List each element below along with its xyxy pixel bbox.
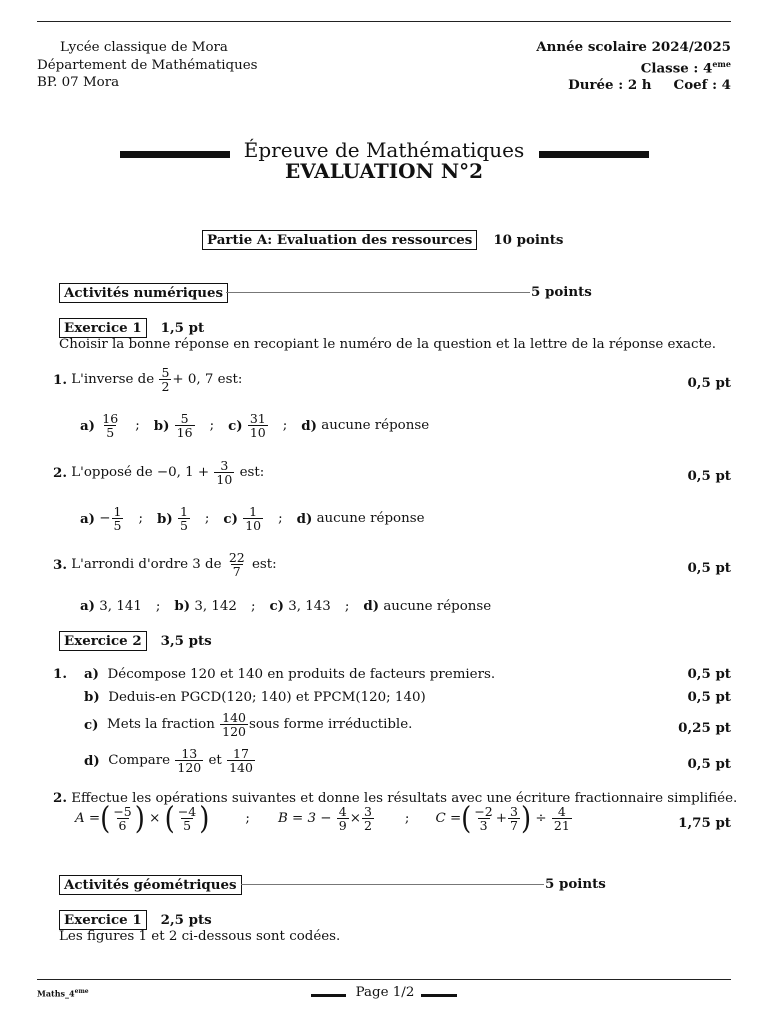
footer-bar-right (421, 994, 457, 997)
ex1-points: 1,5 pt (160, 320, 205, 336)
ex1-heading (59, 318, 204, 338)
ex2-q1-num: 1. (53, 666, 67, 682)
top-rule (37, 21, 731, 22)
num-heading-line (226, 292, 530, 293)
partA-points: 10 points (493, 232, 564, 248)
title-line-2: EVALUATION N°2 (284, 159, 484, 183)
page-number: Page 1/2 (355, 985, 415, 1000)
ex2-q1b-points: 0,5 pt (687, 689, 731, 705)
title-line-1: Épreuve de Mathématiques (243, 138, 525, 162)
duration-coef: Durée : 2 h Coef : 4 (568, 77, 731, 94)
footer-bar-left (311, 994, 346, 997)
num-label: Activités numériques (59, 283, 228, 303)
department-name: Département de Mathématiques (37, 58, 258, 73)
ex2-q1d: d) Compare $\frac{13}{120}$ et $\frac{17}{140}$ (84, 746, 253, 775)
ex1-instruction: Choisir la bonne réponse en recopiant le numéro de la question et la lettre de la réponse exacte. (59, 337, 717, 352)
num-points: 5 points (531, 284, 592, 300)
q1-options: a) $\frac{16}{5}$ ; b) $\frac{5}{16}$ ; c) $\frac{31}{10}$ ; d) aucune réponse (80, 411, 430, 440)
ex2-q1c: c) Mets la fraction $\frac{140}{120}$ sous forme irréductible. (84, 710, 413, 739)
q3-options: a) 3, 141 ; b) 3, 142 ; c) 3, 143 ; d) aucune réponse (80, 598, 492, 614)
geo-heading (59, 875, 242, 895)
ex2-points: 3,5 pts (160, 633, 212, 649)
ex2-heading (59, 631, 212, 651)
class-info: Classe : 4eme (640, 59, 731, 77)
title-block (0, 140, 768, 182)
ex2-q1b: b) Deduis-en PGCD(120; 140) et PPCM(120; 140) (84, 689, 426, 705)
geo-label: Activités géométriques (59, 875, 242, 895)
geo-heading-line (241, 884, 544, 885)
geo-ex1-heading (59, 910, 212, 930)
q2: 2. L'opposé de −0, 1 + $\frac{3}{10}$ est: (53, 458, 265, 487)
header-left-2 (37, 57, 258, 91)
ex2-q2: 2. Effectue les opérations suivantes et donne les résultats avec une écriture fractionnaire simplifiée. (53, 790, 738, 806)
q2-options: a) − $\frac{1}{5}$ ; b) $\frac{1}{5}$ ; c) $\frac{1}{10}$ ; d) aucune réponse (80, 504, 425, 533)
ex2-q1a-points: 0,5 pt (687, 666, 731, 682)
school-year: Année scolaire 2024/2025 (536, 39, 731, 55)
q3-points: 0,5 pt (687, 560, 731, 576)
footer-left: Maths_4eme (37, 988, 89, 999)
ex1-label: Exercice 1 (59, 318, 147, 338)
q2-points: 0,5 pt (687, 468, 731, 484)
q1-fraction: $\frac{5}{2}$ (161, 365, 170, 394)
school-name: Lycée classique de Mora (60, 40, 228, 55)
partA-heading (202, 230, 563, 250)
ex2-q2-points: 1,75 pt (678, 815, 731, 831)
header-left (60, 39, 228, 56)
geo-ex1-text: Les figures 1 et 2 ci-dessous sont codées. (59, 929, 341, 944)
ex2-q1d-points: 0,5 pt (687, 756, 731, 772)
geo-points: 5 points (545, 876, 606, 892)
q3: 3. L'arrondi d'ordre 3 de $\frac{22}{7}$ est: (53, 550, 277, 579)
num-heading (59, 283, 228, 303)
ex2-q1c-points: 0,25 pt (678, 720, 731, 736)
q1: 1. L'inverse de $\frac{5}{2}$ + 0, 7 est: (53, 365, 243, 394)
partA-label: Partie A: Evaluation des ressources (202, 230, 477, 250)
footer-rule (37, 979, 731, 980)
bp-address: BP. 07 Mora (37, 75, 120, 90)
ex2-label: Exercice 2 (59, 631, 147, 651)
header-right (536, 39, 731, 94)
ex2-q2-expressions: A = ( $\frac{-5}{6}$ ) × ( $\frac{-4}{5}$ ) ; B = 3 − $\frac{4}{9}$ × $\frac{3}{2}$ ; C = ( $\frac{-2}{3}$ + $\frac{3}{7}$ ) ÷ $\frac{4}{21}$ (75, 800, 570, 837)
geo-ex1-points: 2,5 pts (160, 912, 212, 928)
q1-points: 0,5 pt (687, 375, 731, 391)
ex2-q1a: a) Décompose 120 et 140 en produits de facteurs premiers. (84, 666, 496, 682)
geo-ex1-label: Exercice 1 (59, 910, 147, 930)
